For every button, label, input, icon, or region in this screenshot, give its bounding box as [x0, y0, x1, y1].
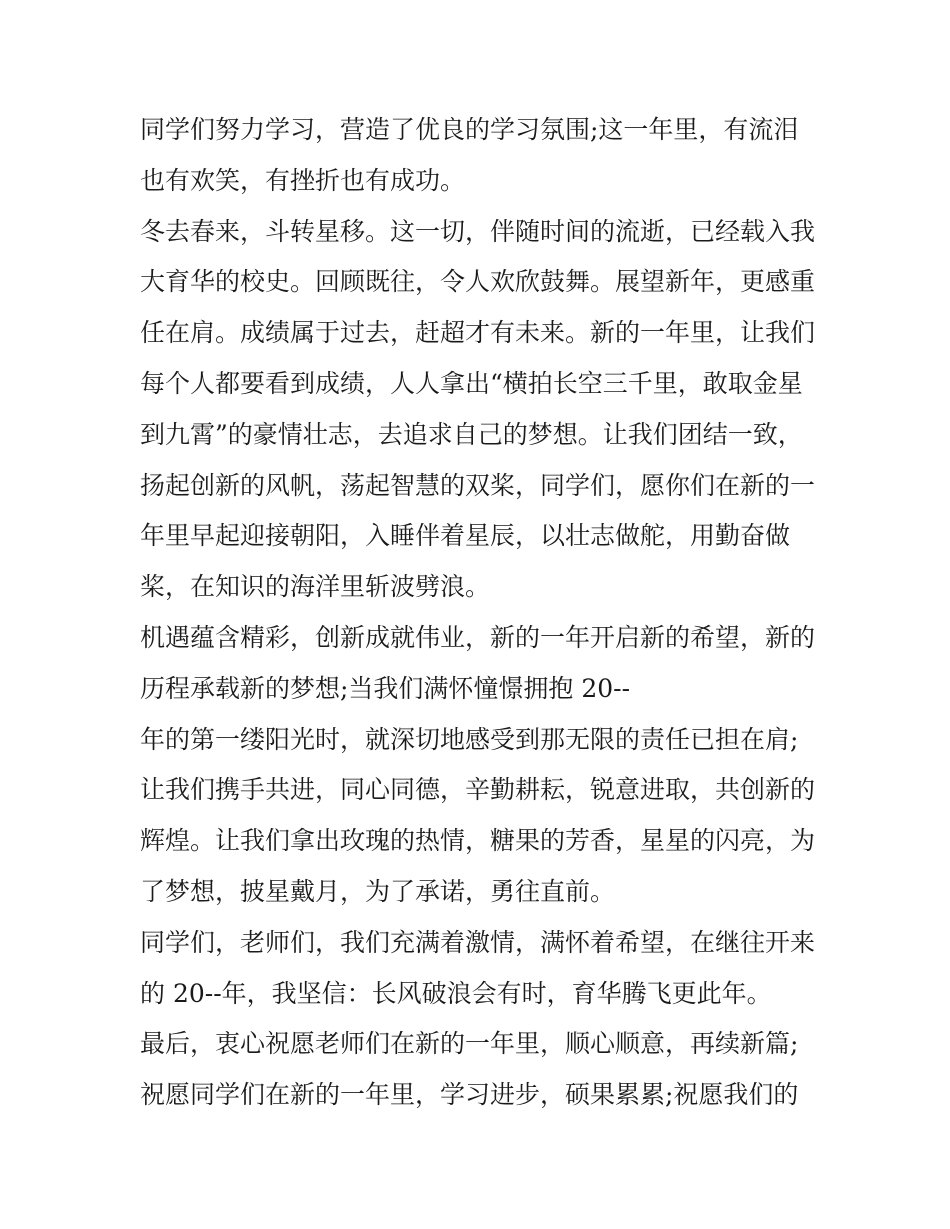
text-line-7: 到九霄”的豪情壮志，去追求自己的梦想。让我们团结一致， [140, 419, 803, 449]
text-line-9: 年里早起迎接朝阳，入睡伴着星辰，以壮志做舵，用勤奋做 [140, 521, 791, 551]
text-line-3: 冬去春来，斗转星移。这一切，伴随时间的流逝，已经载入我 [140, 216, 816, 246]
text-line-6: 每个人都要看到成绩，人人拿出“横拍长空三千里，敢取金星 [140, 368, 803, 398]
text-line-10: 桨，在知识的海洋里斩波劈浪。 [140, 572, 491, 602]
body-text [140, 105, 830, 1121]
text-line-16: 了梦想，披星戴月，为了承诺，勇往直前。 [140, 876, 616, 906]
text-line-13: 年的第一缕阳光时，就深切地感受到那无限的责任已担在肩; [140, 724, 799, 754]
text-line-15: 辉煌。让我们拿出玫瑰的热情，糖果的芳香，星星的闪亮，为 [140, 826, 816, 856]
text-line-18: 的 20--年，我坚信：长风破浪会有时，育华腾飞更此年。 [140, 978, 772, 1008]
text-line-2: 也有欢笑，有挫折也有成功。 [140, 165, 466, 195]
text-line-14: 让我们携手共进，同心同德，辛勤耕耘，锐意进取，共创新的 [140, 775, 816, 805]
text-line-5: 任在肩。成绩属于过去，赶超才有未来。新的一年里，让我们 [140, 318, 816, 348]
text-line-11: 机遇蕴含精彩，创新成就伟业，新的一年开启新的希望，新的 [140, 622, 816, 652]
text-line-20: 祝愿同学们在新的一年里，学习进步，硕果累累;祝愿我们的 [140, 1080, 799, 1110]
text-line-19: 最后，衷心祝愿老师们在新的一年里，顺心顺意，再续新篇; [140, 1029, 799, 1059]
text-line-8: 扬起创新的风帆，荡起智慧的双桨，同学们，愿你们在新的一 [140, 470, 816, 500]
text-line-12: 历程承载新的梦想;当我们满怀憧憬拥抱 20-- [140, 673, 631, 703]
text-line-17: 同学们，老师们，我们充满着激情，满怀着希望，在继往开来 [140, 927, 816, 957]
text-line-4: 大育华的校史。回顾既往，令人欢欣鼓舞。展望新年，更感重 [140, 267, 816, 297]
text-line-1: 同学们努力学习，营造了优良的学习氛围;这一年里，有流泪 [140, 115, 799, 144]
